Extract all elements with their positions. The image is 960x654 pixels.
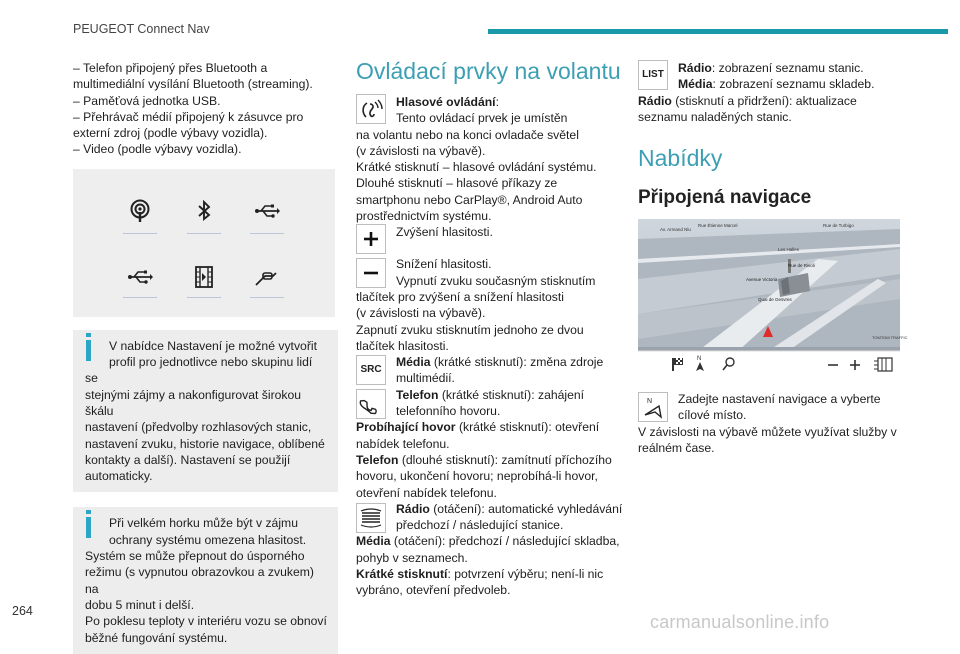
menus-title: Nabídky [638, 145, 723, 172]
note-line: dobu 5 minut i delší. [85, 597, 195, 612]
info-icon [86, 340, 91, 361]
phone-label: Telefon [396, 387, 439, 402]
colon: : [495, 95, 499, 109]
divider [250, 233, 284, 234]
text-line: V závislosti na výbavě můžete využívat služby v [638, 424, 897, 439]
text-span: (otáčení): předchozí / následující skladba, [390, 534, 620, 549]
radio-label: Rádio [638, 93, 672, 108]
text-line: seznamu naladěných stanic. [638, 109, 792, 124]
divider [187, 233, 221, 234]
volume-down-entry [356, 256, 624, 354]
note-line: profil pro jednotlivce nebo skupinu lidí se [85, 355, 313, 386]
src-entry [356, 354, 624, 387]
text-line: reálném čase. [638, 441, 715, 456]
note-line: nastavení zvuku, historie navigace, oblíbené [85, 436, 325, 451]
text-line: Zvýšení hlasitosti. [396, 225, 493, 240]
text-span: (stisknutí a přidržení): aktualizace [671, 93, 857, 108]
divider [187, 297, 221, 298]
note-line: kontakty a další). Nastavení se použijí [85, 452, 291, 467]
text-line: telefonního hovoru. [396, 404, 501, 419]
usb-icon [253, 197, 281, 225]
text-span: (krátké stisknutí): zahájení [438, 387, 585, 402]
minus-icon [356, 258, 386, 288]
text-line: předchozí / následující stanice. [396, 518, 564, 533]
media-label: Média [396, 355, 431, 370]
list-entry [638, 60, 900, 125]
note-line: nastavení (předvolby rozhlasových stanic, [85, 420, 312, 435]
note-line: V nabídce Nastavení je možné vytvořit [109, 338, 317, 353]
text-line: prostřednictvím systému. [356, 209, 492, 224]
text-span: : potvrzení výběru; není-li nic [447, 567, 604, 582]
text-line: Tento ovládací prvek je umístěn [396, 111, 568, 126]
street-label: Quai de Gesvres [758, 297, 792, 303]
text-line: Zadejte nastavení navigace a vyberte [678, 392, 881, 407]
list-line: – Video (podle výbavy vozidla). [73, 142, 242, 157]
street-label: Rue Étienne Marcel [698, 223, 738, 229]
thumbwheel-icon [356, 503, 386, 533]
volume-up-entry [356, 224, 624, 256]
aux-jack-icon [253, 263, 281, 291]
text-line: cílové místo. [678, 408, 747, 423]
list-line: – Telefon připojený přes Bluetooth a [73, 61, 268, 75]
note-line: automaticky. [85, 469, 153, 484]
column-middle [356, 56, 624, 599]
section-title: Ovládací prvky na volantu [356, 58, 621, 84]
radio-label: Rádio [678, 61, 712, 75]
text-line: vybráno, otevření předvoleb. [356, 583, 511, 598]
text-span: (dlouhé stisknutí): zamítnutí příchozího [398, 452, 612, 467]
navigation-map [638, 219, 908, 379]
plus-icon [356, 224, 386, 254]
text-line: pohyb v seznamech. [356, 550, 468, 565]
text-span: : zobrazení seznamu skladeb. [712, 77, 875, 92]
text-line: Snížení hlasitosti. [396, 257, 492, 272]
radio-label: Rádio [396, 501, 430, 516]
text-line: otevření nabídek telefonu. [356, 485, 497, 500]
text-span: : zobrazení seznamu stanic. [711, 61, 864, 75]
list-line: – Paměťová jednotka USB. [73, 93, 221, 108]
text-line: (v závislosti na výbavě). [356, 306, 486, 321]
voice-command-icon [356, 94, 386, 124]
info-icon [86, 517, 91, 538]
text-line: multimédií. [396, 371, 455, 386]
src-button-icon: SRC [356, 355, 386, 385]
column-right [638, 60, 908, 456]
divider [123, 233, 157, 234]
header-accent-bar [488, 29, 948, 34]
text-line: hovoru, ukončení hovoru; neprobíhá-li hovor, [356, 469, 598, 484]
bluetooth-icon [190, 197, 218, 225]
note-line: stejnými zájmy a nakonfigurovat širokou škálu [85, 387, 302, 418]
note-line: Systém se může přepnout do úsporného [85, 549, 305, 564]
note-line: Po poklesu teploty v interiéru vozu se obnoví [85, 614, 327, 629]
text-span: (krátké stisknutí): otevření [455, 420, 600, 435]
short-press-label: Krátké stisknutí [356, 567, 448, 582]
svg-text:N: N [647, 398, 653, 406]
media-label: Média [678, 77, 713, 92]
page-number: 264 [12, 604, 33, 618]
column-left [73, 60, 338, 654]
text-line: nabídek telefonu. [356, 436, 450, 451]
note-line: ochrany systému omezena hlasitost. [109, 532, 307, 547]
text-line: Zapnutí zvuku stisknutím jednoho ze dvou [356, 322, 584, 337]
list-button-icon: LIST [638, 60, 668, 90]
running-header: PEUGEOT Connect Nav [73, 22, 210, 36]
svg-text:N: N [697, 356, 702, 363]
text-line: smartphonu nebo CarPlay®, Android Auto [356, 192, 583, 207]
media-label: Média [356, 534, 391, 549]
voice-label: Hlasové ovládání [396, 95, 496, 109]
navigation-screen [638, 219, 908, 379]
list-line: – Přehrávač médií připojený k zásuvce pro [73, 109, 304, 124]
text-span: (krátké stisknutí): změna zdroje [430, 355, 604, 370]
navigation-arrow-icon [638, 392, 668, 422]
voice-control-entry [356, 94, 624, 224]
text-span: (otáčení): automatické vyhledávání [429, 501, 623, 516]
watermark: carmanualsonline.info [650, 612, 830, 632]
nav-title: Připojená navigace [638, 187, 812, 209]
divider [250, 297, 284, 298]
tomtom-logo: TOMTOM TRAFFIC [872, 335, 908, 341]
text-line: na volantu nebo na konci ovladače světel [356, 127, 579, 142]
text-line: tlačítek pro zvýšení a snížení hlasitosti [356, 289, 564, 304]
text-line: (v závislosti na výbavě). [356, 143, 486, 158]
phone-entry [356, 387, 624, 501]
street-label: Les Halles [778, 247, 800, 253]
street-label: Av. Armand Nlu [660, 227, 691, 233]
video-icon [190, 263, 218, 291]
street-label: Rue de Rivoli [788, 263, 815, 269]
street-label: Avenue Victoria [746, 277, 778, 283]
street-label: Rue de Turbigo [823, 223, 854, 229]
list-line: multimediální vysílání Bluetooth (streaming). [73, 77, 313, 92]
list-line: externí zdroj (podle výbavy vozidla). [73, 126, 268, 141]
info-note-settings [73, 330, 338, 493]
info-note-heat [73, 507, 338, 653]
source-icons-panel [73, 169, 335, 317]
text-line: Vypnutí zvuku současným stisknutím [396, 273, 596, 288]
podcast-icon [126, 197, 154, 225]
nav-entry [638, 391, 900, 456]
note-line: režimu (s vypnutou obrazovkou a zvukem) na [85, 565, 314, 596]
note-line: běžné fungování systému. [85, 630, 228, 645]
usb-icon [126, 263, 154, 291]
thumbwheel-entry [356, 501, 624, 599]
note-line: Při velkém horku může být v zájmu [109, 516, 298, 531]
phone-icon [356, 389, 386, 419]
text-line: Dlouhé stisknutí – hlasové příkazy ze [356, 176, 558, 191]
phone-label: Telefon [356, 452, 399, 467]
text-line: Krátké stisknutí – hlasové ovládání systému. [356, 160, 597, 175]
divider [123, 297, 157, 298]
call-label: Probíhající hovor [356, 420, 456, 435]
text-line: tlačítek hlasitosti. [356, 338, 449, 353]
